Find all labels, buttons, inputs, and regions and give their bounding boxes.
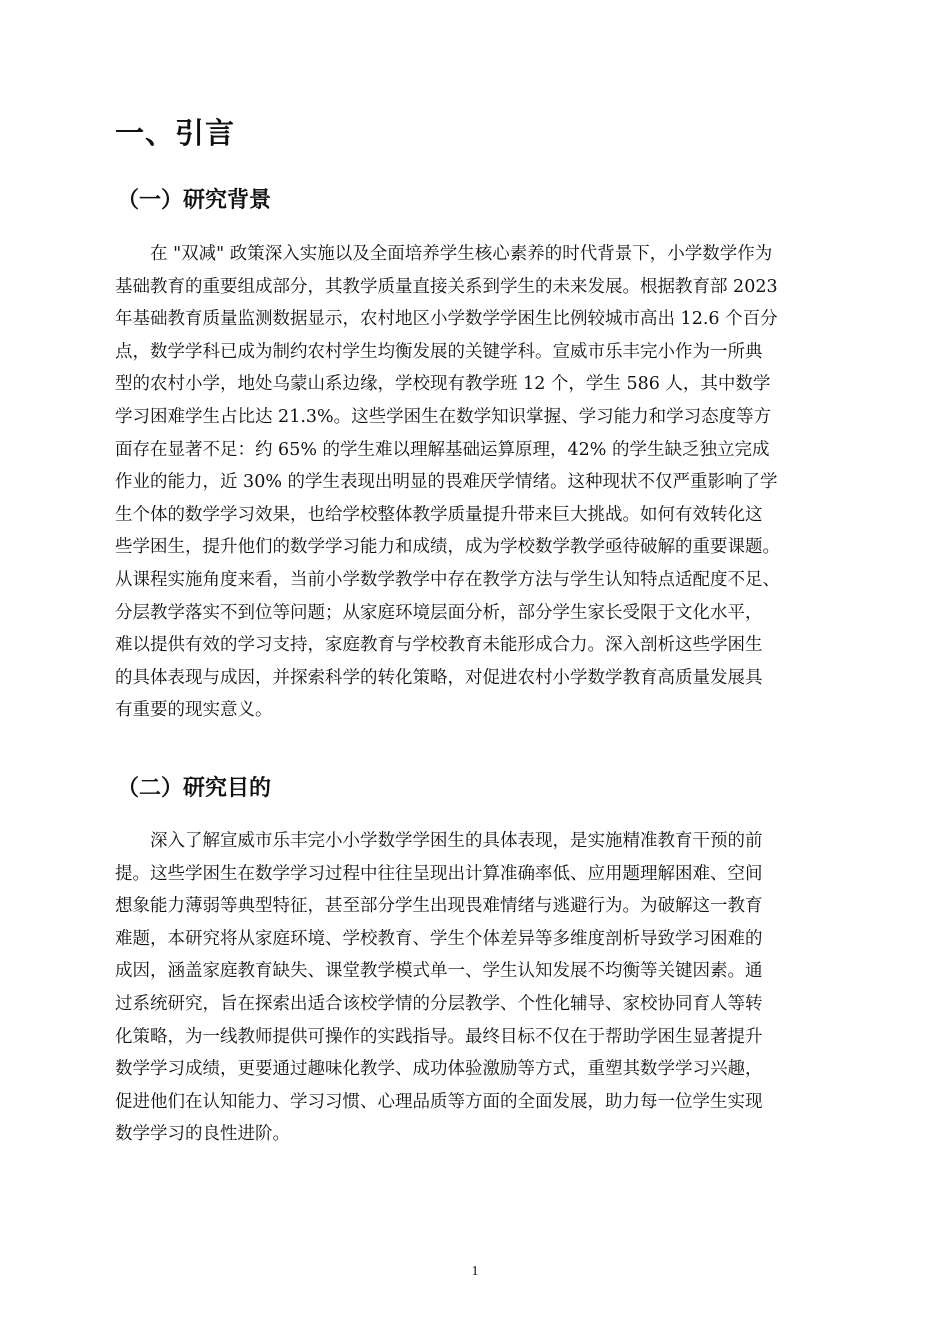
text-line: 生个体的数学学习效果，也给学校整体教学质量提升带来巨大挑战。如何有效转化这	[115, 504, 763, 525]
text-line: 提。这些学困生在数学学习过程中往往呈现出计算准确率低、应用题理解困难、空间	[115, 863, 763, 884]
section-body-background	[115, 238, 845, 727]
section-title-purpose: （二）研究目的	[117, 776, 272, 801]
text-line: 成因，涵盖家庭教育缺失、课堂教学模式单一、学生认知发展不均衡等关键因素。通	[115, 961, 763, 982]
page-number: 1	[471, 1264, 479, 1279]
text-line: 基础教育的重要组成部分，其教学质量直接关系到学生的未来发展。根据教育部 2023	[115, 276, 778, 297]
text-line: 促进他们在认知能力、学习习惯、心理品质等方面的全面发展，助力每一位学生实现	[115, 1091, 763, 1112]
text-line: 面存在显著不足：约 65% 的学生难以理解基础运算原理，42% 的学生缺乏独立完成	[115, 439, 770, 460]
text-line: 年基础教育质量监测数据显示，农村地区小学数学学困生比例较城市高出 12.6 个百分	[115, 309, 778, 330]
text-line: 数学学习的良性进阶。	[115, 1124, 290, 1145]
text-line: 过系统研究，旨在探索出适合该校学情的分层教学、个性化辅导、家校协同育人等转	[115, 993, 763, 1014]
text-line: 的具体表现与成因，并探索科学的转化策略，对促进农村小学数学教育高质量发展具	[115, 667, 763, 688]
text-line: 从课程实施角度来看，当前小学数学教学中存在教学方法与学生认知特点适配度不足、	[115, 569, 780, 590]
text-line: 难题，本研究将从家庭环境、学校教育、学生个体差异等多维度剖析导致学习困难的	[115, 928, 763, 949]
text-line: 作业的能力，近 30% 的学生表现出明显的畏难厌学情绪。这种现状不仅严重影响了学	[115, 472, 778, 493]
text-line: 想象能力薄弱等典型特征，甚至部分学生出现畏难情绪与逃避行为。为破解这一教育	[115, 896, 763, 917]
section-title-background: （一）研究背景	[117, 188, 272, 213]
text-line: 难以提供有效的学习支持，家庭教育与学校教育未能形成合力。深入剖析这些学困生	[115, 635, 763, 656]
text-line: 分层教学落实不到位等问题；从家庭环境层面分析，部分学生家长受限于文化水平，	[115, 602, 763, 623]
text-line: 点，数学学科已成为制约农村学生均衡发展的关键学科。宣威市乐丰完小作为一所典	[115, 341, 763, 362]
text-line: 在 "双减" 政策深入实施以及全面培养学生核心素养的时代背景下，小学数学作为	[115, 244, 773, 264]
text-line: 深入了解宣威市乐丰完小小学数学学困生的具体表现，是实施精准教育干预的前	[115, 831, 763, 851]
chapter-heading: 一、引言	[115, 116, 236, 150]
text-line: 有重要的现实意义。	[115, 700, 273, 721]
text-line: 型的农村小学，地处乌蒙山系边缘，学校现有教学班 12 个，学生 586 人，其中数学	[115, 374, 771, 395]
text-line: 化策略，为一线教师提供可操作的实践指导。最终目标不仅在于帮助学困生显著提升	[115, 1026, 763, 1047]
text-line: 学习困难学生占比达 21.3%。这些学困生在数学知识掌握、学习能力和学习态度等方	[115, 406, 772, 427]
section-body-purpose	[115, 825, 845, 1151]
text-line: 数学学习成绩，更要通过趣味化教学、成功体验激励等方式，重塑其数学学习兴趣，	[115, 1059, 763, 1080]
text-line: 些学困生，提升他们的数学学习能力和成绩，成为学校数学教学亟待破解的重要课题。	[115, 537, 780, 558]
